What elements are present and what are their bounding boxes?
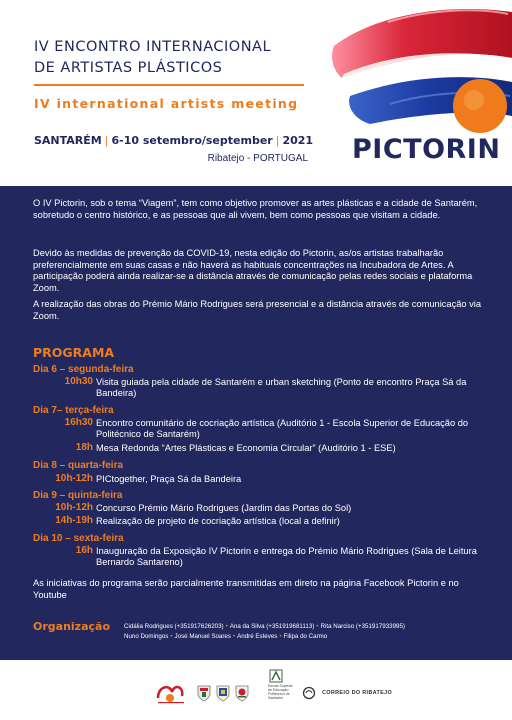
- day-heading: Dia 8 – quarta-feira: [33, 460, 124, 471]
- day-heading: Dia 10 – sexta-feira: [33, 533, 124, 544]
- event-description: Visita guiada pela cidade de Santarém e urban sketching (Ponto de encontro Praça Sá da Bandeira): [96, 377, 467, 398]
- event-description: Mesa Redonda “Artes Plásticas e Economia Circular” (Auditório 1 - ESE): [96, 443, 396, 453]
- event-description: Concurso Prémio Mário Rodrigues (Jardim das Portas do Sol): [96, 503, 352, 513]
- organizers-names: [124, 633, 327, 640]
- day-heading: Dia 6 – segunda-feira: [33, 364, 134, 375]
- organizer: José Manuel Soares: [174, 633, 231, 640]
- event-time: 10h-12h: [55, 473, 93, 484]
- intro-paragraph-2: Devido às medidas de prevenção da COVID-19, nesta edição do Pictorin, as/os artistas trabalharão preferencialmente em suas casas e não haverá as habituais concentrações na Incubadora de Artes. A participação poderá ainda realizar-se a distância através de comunicação pelas redes sociais e plataforma Zoom.: [33, 248, 473, 293]
- separator: |: [275, 134, 280, 147]
- poster-header: [0, 0, 512, 186]
- organizer: André Esteves: [237, 633, 278, 640]
- title-line-2: DE ARTISTAS PLÁSTICOS: [34, 60, 223, 76]
- closing-note: As iniciativas do programa serão parcialmente transmitidas em direto na página Facebook Pictorin e no Youtube: [33, 578, 459, 600]
- bullet: •: [316, 623, 319, 630]
- event-dateline: [34, 134, 313, 147]
- event-time: 16h: [75, 545, 93, 556]
- polytechnic-logo: [268, 668, 284, 684]
- newspaper-caption: CORREIO DO RIBATEJO: [322, 690, 393, 696]
- organizer: Filipa do Carmo: [283, 633, 328, 640]
- event-time: 18h: [75, 442, 93, 453]
- dates: 6-10 setembro/september: [111, 134, 273, 147]
- title-line-1: IV ENCONTRO INTERNACIONAL: [34, 39, 272, 55]
- intro-paragraph-1: O IV Pictorin, sob o tema “Viagem”, tem como objetivo promover as artes plásticas e a cidade de Santarém, sobretudo o centro histórico, e as pessoas que ali vivem, bem como pessoas que visitam a cidade.: [33, 198, 478, 220]
- event-description: Inauguração da Exposição IV Pictorin e entrega do Prémio Mário Rodrigues (Sala de Leitura Bernardo Santareno): [96, 546, 477, 567]
- municipal-crest-logo: [216, 684, 230, 702]
- event-description: Realização de projeto de cocriação artística (local a definir): [96, 516, 340, 526]
- year: 2021: [282, 134, 314, 147]
- bullet: •: [170, 633, 173, 640]
- location: Ribatejo - PORTUGAL: [207, 153, 308, 164]
- pictorin-mark-logo: [154, 680, 188, 706]
- parish-crest-logo: [235, 684, 249, 702]
- polytechnic-caption: Escola Superior de Educação Politécnico de Santarém: [268, 684, 293, 700]
- event-time: 16h30: [64, 417, 93, 428]
- day-heading: Dia 7– terça-feira: [33, 405, 114, 416]
- brushstroke-logo-art: [330, 0, 512, 150]
- bullet: •: [225, 623, 228, 630]
- bullet: •: [232, 633, 236, 640]
- organizer: Ana da Silva (+351919681113): [229, 623, 315, 630]
- day-heading: Dia 9 – quinta-feira: [33, 490, 123, 501]
- organizer: Cidália Rodrigues (+351917626203): [124, 623, 224, 630]
- organizer: Nuno Domingos: [124, 633, 169, 640]
- title-divider: [34, 84, 304, 86]
- sponsor-footer: [0, 660, 512, 720]
- intro-paragraph-3: A realização das obras do Prémio Mário Rodrigues será presencial e a distância através de comunicação via Zoom.: [33, 299, 482, 321]
- subtitle: IV international artists meeting: [34, 96, 299, 111]
- organizacao-label: Organização: [33, 620, 110, 633]
- coat-of-arms-logo: [197, 684, 211, 702]
- event-time: 10h30: [64, 376, 93, 387]
- event-time: 10h-12h: [55, 502, 93, 513]
- event-description: Encontro comunitário de cocriação artística (Auditório 1 - Escola Superior de Educação do Politécnico de Santarém): [96, 418, 469, 439]
- content-panel: [0, 186, 512, 660]
- programa-heading: PROGRAMA: [33, 345, 115, 360]
- city: SANTARÉM: [34, 134, 102, 147]
- pictorin-wordmark: PICTORIN: [352, 134, 501, 165]
- bullet: •: [279, 633, 282, 640]
- event-time: 14h-19h: [55, 515, 93, 526]
- organizer: Rita Narciso (+351917933995): [320, 623, 405, 630]
- newspaper-logo: [302, 686, 316, 700]
- event-description: PICtogether, Praça Sá da Bandeira: [96, 474, 242, 484]
- organizers-contacts: [124, 623, 405, 630]
- separator: |: [104, 134, 109, 147]
